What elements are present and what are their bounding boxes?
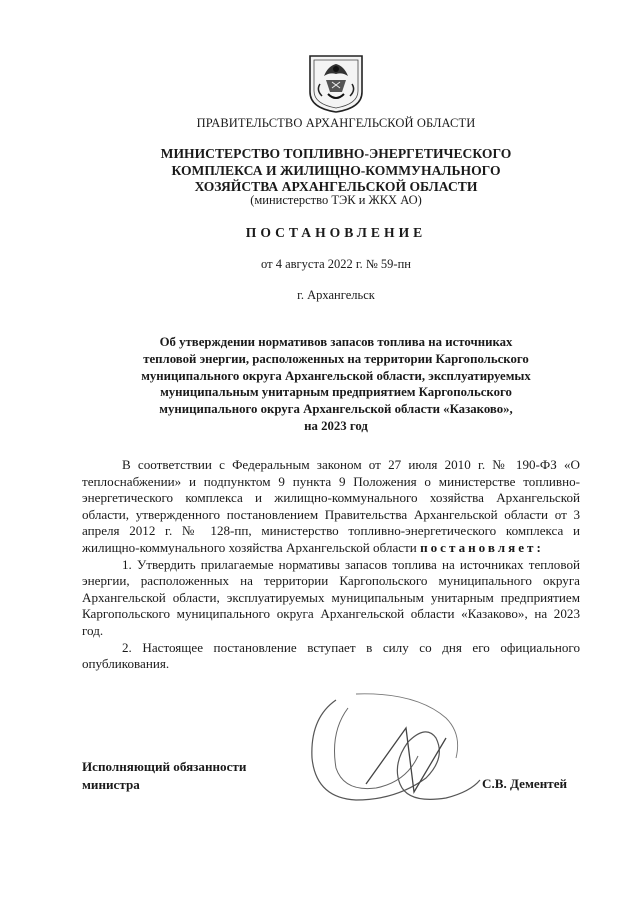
preamble-text: В соответствии с Федеральным законом от 27 июля 2010 г. № 190-ФЗ «О теплоснабжении» и подпунктом 9 пункта 9 Положения о министерстве топливно-энергетического комплекса и жилищно-коммунального хозяйства Архангельской области, утвержденного постановлением Правительства Архангельской области от 3 апреля 2012 г. № 128-пп, министерство топливно-энергетического комплекса и жилищно-коммунального хозяйства Архангельской области — [82, 457, 580, 555]
item-2-paragraph: 2. Настоящее постановление вступает в силу со дня его официального опубликования. — [82, 639, 580, 672]
title-line: Об утверждении нормативов запасов топлива на источниках — [159, 335, 513, 349]
item-1-paragraph: 1. Утвердить прилагаемые нормативы запасов топлива на источниках тепловой энергии, расположенных на территории Каргопольского муниципального округа Архангельской области, эксплуатируемых муниципальным унитарным предприятием Каргопольского муниципального округа Архангельской области «Казаково», на 2023 год. — [82, 556, 580, 638]
title-line: на 2023 год — [304, 418, 368, 433]
ministry-line: МИНИСТЕРСТВО ТОПЛИВНО-ЭНЕРГЕТИЧЕСКОГО — [160, 146, 512, 161]
handwritten-signature — [296, 688, 486, 818]
title-line: муниципального округа Архангельской области «Казаково», — [159, 402, 513, 417]
preamble-paragraph — [82, 457, 580, 557]
document-body — [82, 457, 580, 673]
title-line: муниципального округа Архангельской области, эксплуатируемых — [141, 368, 531, 383]
signer-position — [82, 758, 246, 794]
title-line: тепловой энергии, расположенных на территории Каргопольского — [143, 351, 529, 366]
document-type: ПОСТАНОВЛЕНИЕ — [245, 225, 427, 240]
signer-name: С.В. Дементей — [482, 776, 568, 791]
document-city: г. Архангельск — [297, 288, 375, 302]
document-title — [100, 334, 572, 435]
document-date-number: от 4 августа 2022 г. № 59-пн — [261, 257, 411, 271]
ministry-line: КОМПЛЕКСА И ЖИЛИЩНО-КОММУНАЛЬНОГО — [171, 162, 501, 178]
signer-position-line: министра — [82, 777, 140, 792]
coat-of-arms-icon — [302, 52, 370, 114]
decree-word: постановляет: — [420, 539, 544, 555]
signer-position-line: Исполняющий обязанности — [82, 759, 247, 774]
ministry-name — [0, 146, 640, 196]
ministry-line: ХОЗЯЙСТВА АРХАНГЕЛЬСКОЙ ОБЛАСТИ — [194, 179, 478, 194]
government-name: ПРАВИТЕЛЬСТВО АРХАНГЕЛЬСКОЙ ОБЛАСТИ — [196, 116, 476, 130]
title-line: муниципальным унитарным предприятием Каргопольского — [160, 385, 512, 400]
ministry-abbreviation: (министерство ТЭК и ЖКХ АО) — [250, 193, 422, 207]
